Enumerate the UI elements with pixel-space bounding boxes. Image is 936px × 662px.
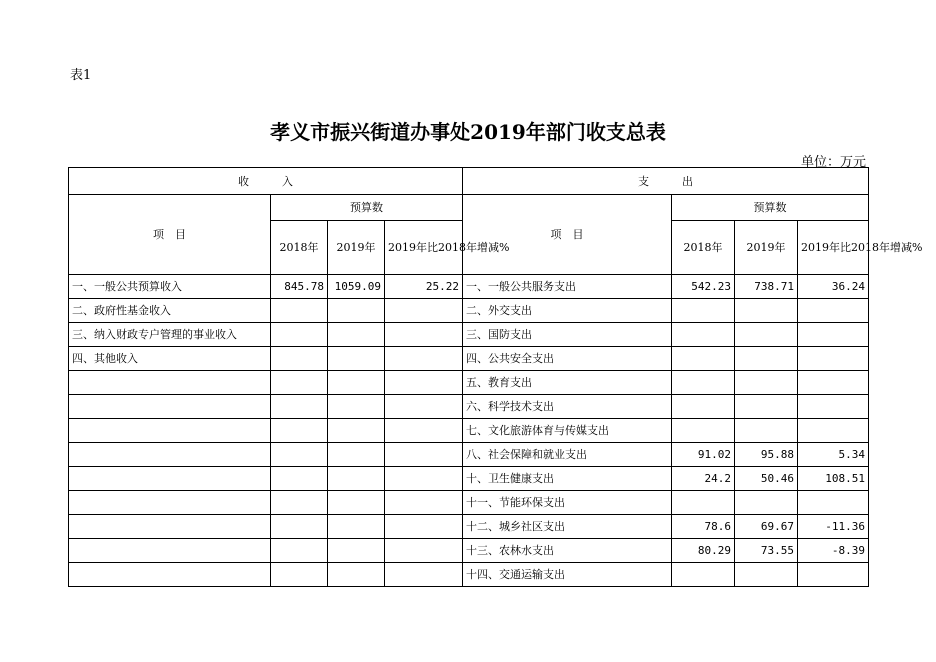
income-2019-cell <box>328 395 385 419</box>
expense-2018-cell <box>672 563 735 587</box>
expense-change-cell <box>798 299 869 323</box>
expense-2019-cell: 95.88 <box>735 443 798 467</box>
expense-2019-cell <box>735 419 798 443</box>
income-change-cell <box>385 419 463 443</box>
income-2018-cell <box>271 371 328 395</box>
table-row <box>69 563 869 587</box>
expense-item-cell: 十一、节能环保支出 <box>463 491 672 515</box>
expense-2018-cell <box>672 419 735 443</box>
expense-2018-cell: 91.02 <box>672 443 735 467</box>
income-change-cell <box>385 347 463 371</box>
income-item-cell <box>69 419 271 443</box>
income-change-cell <box>385 515 463 539</box>
income-change-cell <box>385 323 463 347</box>
income-2019-cell <box>328 419 385 443</box>
expense-change-header: 2019年比2018年增减% <box>798 221 869 275</box>
income-2019-cell: 1059.09 <box>328 275 385 299</box>
income-item-cell <box>69 467 271 491</box>
income-2018-cell <box>271 299 328 323</box>
expense-2018-cell <box>672 299 735 323</box>
income-2018-cell <box>271 539 328 563</box>
income-2019-cell <box>328 539 385 563</box>
income-2019-cell <box>328 347 385 371</box>
expense-2019-cell: 73.55 <box>735 539 798 563</box>
income-item-cell: 四、其他收入 <box>69 347 271 371</box>
income-change-cell <box>385 371 463 395</box>
income-2019-cell <box>328 371 385 395</box>
expense-2019-cell <box>735 491 798 515</box>
income-group-header: 收 入 <box>69 168 463 195</box>
income-2018-cell <box>271 563 328 587</box>
expense-2019-cell: 69.67 <box>735 515 798 539</box>
income-2018-header: 2018年 <box>271 221 328 275</box>
table-row <box>69 275 869 299</box>
income-change-cell <box>385 395 463 419</box>
expense-item-cell: 四、公共安全支出 <box>463 347 672 371</box>
expense-item-cell: 五、教育支出 <box>463 371 672 395</box>
expense-2018-header: 2018年 <box>672 221 735 275</box>
expense-2018-cell: 80.29 <box>672 539 735 563</box>
expense-change-cell <box>798 347 869 371</box>
income-item-cell <box>69 443 271 467</box>
table-row <box>69 443 869 467</box>
expense-change-cell <box>798 491 869 515</box>
income-2018-cell <box>271 491 328 515</box>
income-item-cell <box>69 515 271 539</box>
expense-change-cell: -8.39 <box>798 539 869 563</box>
expense-item-cell: 十、卫生健康支出 <box>463 467 672 491</box>
expense-2018-cell <box>672 347 735 371</box>
expense-change-cell <box>798 395 869 419</box>
income-2018-cell <box>271 395 328 419</box>
expense-2019-header: 2019年 <box>735 221 798 275</box>
table-number: 表1 <box>70 68 92 83</box>
table-row <box>69 491 869 515</box>
income-item-cell <box>69 563 271 587</box>
income-change-cell <box>385 539 463 563</box>
expense-item-cell: 十四、交通运输支出 <box>463 563 672 587</box>
expense-item-cell: 十三、农林水支出 <box>463 539 672 563</box>
income-change-cell: 25.22 <box>385 275 463 299</box>
income-2019-cell <box>328 563 385 587</box>
income-2018-cell <box>271 443 328 467</box>
income-2019-cell <box>328 299 385 323</box>
page-title: 孝义市振兴街道办事处2019年部门收支总表 <box>270 120 666 144</box>
table-row <box>69 299 869 323</box>
income-2019-cell <box>328 515 385 539</box>
expense-2018-cell: 542.23 <box>672 275 735 299</box>
income-2018-cell <box>271 515 328 539</box>
expense-change-cell: 5.34 <box>798 443 869 467</box>
income-2019-cell <box>328 443 385 467</box>
expense-2019-cell <box>735 299 798 323</box>
table-row <box>69 323 869 347</box>
expense-item-cell: 二、外交支出 <box>463 299 672 323</box>
income-2019-header: 2019年 <box>328 221 385 275</box>
income-2019-cell <box>328 491 385 515</box>
expense-change-cell <box>798 563 869 587</box>
expense-2019-cell <box>735 323 798 347</box>
table-row <box>69 467 869 491</box>
income-item-cell: 二、政府性基金收入 <box>69 299 271 323</box>
expense-2018-cell <box>672 371 735 395</box>
expense-2018-cell <box>672 395 735 419</box>
expense-2018-cell: 24.2 <box>672 467 735 491</box>
expense-2018-cell: 78.6 <box>672 515 735 539</box>
income-2019-cell <box>328 467 385 491</box>
income-item-cell <box>69 539 271 563</box>
expense-change-cell: 36.24 <box>798 275 869 299</box>
expense-change-cell: -11.36 <box>798 515 869 539</box>
table-row <box>69 539 869 563</box>
expense-item-cell: 八、社会保障和就业支出 <box>463 443 672 467</box>
income-change-cell <box>385 563 463 587</box>
budget-table <box>68 167 923 587</box>
expense-item-cell: 三、国防支出 <box>463 323 672 347</box>
expense-2019-cell: 50.46 <box>735 467 798 491</box>
unit-label: 单位：万元 <box>800 155 866 170</box>
expense-item-cell: 七、文化旅游体育与传媒支出 <box>463 419 672 443</box>
expense-change-cell <box>798 371 869 395</box>
expense-item-cell: 六、科学技术支出 <box>463 395 672 419</box>
expense-2019-cell <box>735 371 798 395</box>
expense-group-header: 支 出 <box>463 168 869 195</box>
table-row <box>69 395 869 419</box>
expense-change-cell <box>798 419 869 443</box>
expense-2018-cell <box>672 323 735 347</box>
income-change-cell <box>385 299 463 323</box>
expense-change-cell <box>798 323 869 347</box>
expense-2018-cell <box>672 491 735 515</box>
table-row <box>69 347 869 371</box>
income-budget-header: 预算数 <box>271 195 463 221</box>
income-item-header: 项 目 <box>69 195 271 275</box>
expense-budget-header: 预算数 <box>672 195 869 221</box>
expense-change-cell: 108.51 <box>798 467 869 491</box>
expense-2019-cell <box>735 395 798 419</box>
expense-item-cell: 一、一般公共服务支出 <box>463 275 672 299</box>
income-2018-cell: 845.78 <box>271 275 328 299</box>
income-2018-cell <box>271 467 328 491</box>
income-change-header: 2019年比2018年增减% <box>385 221 463 275</box>
income-2018-cell <box>271 347 328 371</box>
table-row <box>69 515 869 539</box>
income-item-cell <box>69 491 271 515</box>
income-item-cell <box>69 371 271 395</box>
expense-2019-cell: 738.71 <box>735 275 798 299</box>
income-2018-cell <box>271 323 328 347</box>
expense-2019-cell <box>735 347 798 371</box>
income-2018-cell <box>271 419 328 443</box>
expense-item-cell: 十二、城乡社区支出 <box>463 515 672 539</box>
income-item-cell: 三、纳入财政专户管理的事业收入 <box>69 323 271 347</box>
table-row <box>69 419 869 443</box>
income-change-cell <box>385 491 463 515</box>
income-item-cell <box>69 395 271 419</box>
income-change-cell <box>385 467 463 491</box>
table-row <box>69 371 869 395</box>
income-item-cell: 一、一般公共预算收入 <box>69 275 271 299</box>
income-2019-cell <box>328 323 385 347</box>
expense-item-header: 项 目 <box>463 195 672 275</box>
income-change-cell <box>385 443 463 467</box>
expense-2019-cell <box>735 563 798 587</box>
